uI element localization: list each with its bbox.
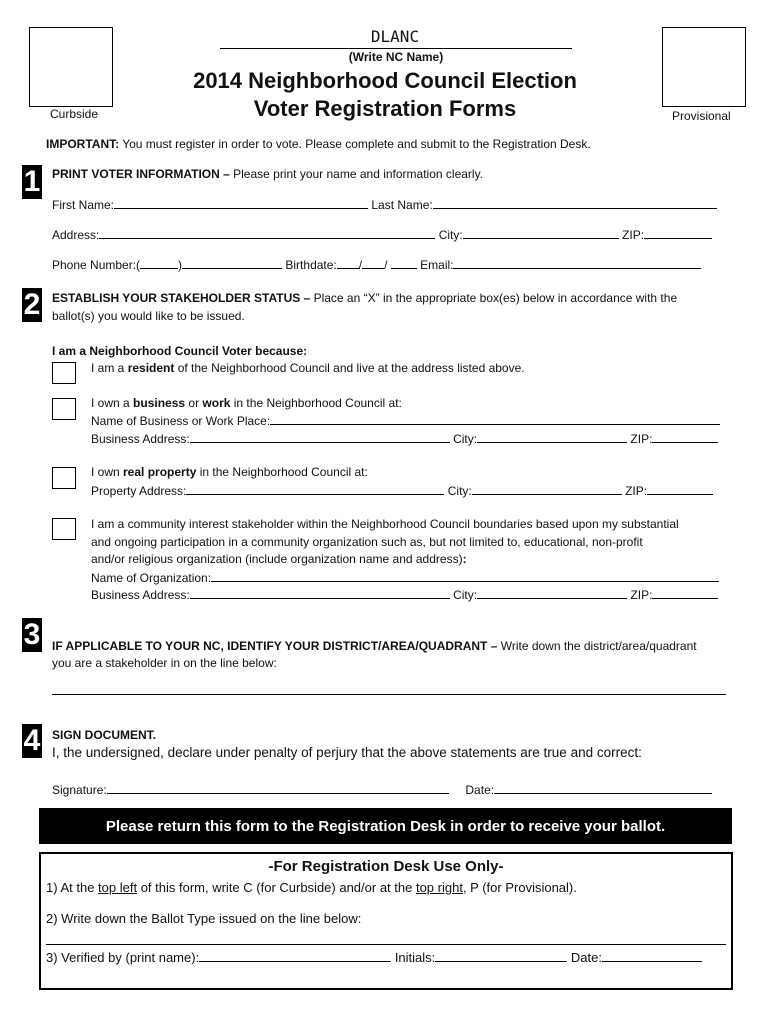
section4-heading: SIGN DOCUMENT. [52,728,157,742]
section3-subheading: you are a stakeholder in on the line below: [52,656,277,670]
section-number-2: 2 [23,288,41,321]
property-checkbox[interactable] [52,467,76,489]
return-notice-bar: Please return this form to the Registration Desk in order to receive your ballot. [39,808,732,844]
business-checkbox[interactable] [52,398,76,420]
phone-field[interactable]: Phone Number:( ) Birthdate: / / Email: [52,257,701,272]
community-checkbox[interactable] [52,518,76,540]
first-name-field[interactable]: First Name: Last Name: [52,197,717,212]
ballot-type-line[interactable] [46,944,726,945]
section1-heading: PRINT VOTER INFORMATION – Please print your name and information clearly. [52,167,484,181]
provisional-box[interactable] [662,27,746,107]
registration-desk-box [39,852,733,990]
community-option-line3: and/or religious organization (include organization name and address): [91,552,467,566]
desk-title: -For Registration Desk Use Only- [268,858,504,875]
signature-field[interactable]: Signature: Date: [52,782,712,797]
business-name-field[interactable]: Name of Business or Work Place: [91,413,720,428]
curbside-label: Curbside [50,107,99,121]
community-option-line1: I am a community interest stakeholder within the Neighborhood Council boundaries based upon my substantial [91,517,679,531]
important-notice: IMPORTANT: You must register in order to vote. Please complete and submit to the Registration Desk. [46,137,591,151]
desk-item-1: 1) At the top left of this form, write C (for Curbside) and/or at the top right, P (for Provisional). [46,880,577,895]
section2-subheading: ballot(s) you would like to be issued. [52,309,245,323]
organization-address-field[interactable]: Business Address: City: ZIP: [91,587,718,602]
form-title-line2: Voter Registration Forms [253,96,517,121]
property-address-field[interactable]: Property Address: City: ZIP: [91,483,713,498]
section-number-1: 1 [23,165,41,198]
community-option-line2: and ongoing participation in a community organization such as, but not limited to, educational, non-profit [91,535,643,549]
organization-name-field[interactable]: Name of Organization: [91,570,719,585]
section2-heading: ESTABLISH YOUR STAKEHOLDER STATUS – Place an “X” in the appropriate box(es) below in accordance with the [52,291,678,305]
resident-checkbox[interactable] [52,362,76,384]
district-field-line[interactable] [52,694,726,695]
desk-item-3[interactable]: 3) Verified by (print name): Initials: Date: [46,949,702,965]
address-field[interactable]: Address: City: ZIP: [52,227,712,242]
declaration-text: I, the undersigned, declare under penalty of perjury that the above statements are true and correct: [52,745,642,760]
form-title-line1: 2014 Neighborhood Council Election [193,68,577,93]
nc-name-value[interactable]: DLANC [370,27,420,46]
section-number-3: 3 [23,618,41,651]
curbside-box[interactable] [29,27,113,107]
resident-option: I am a resident of the Neighborhood Council and live at the address listed above. [91,361,525,375]
business-address-field[interactable]: Business Address: City: ZIP: [91,431,718,446]
business-option: I own a business or work in the Neighborhood Council at: [91,396,402,410]
section-number-4: 4 [23,724,41,757]
property-option: I own real property in the Neighborhood Council at: [91,465,368,479]
nc-name-line [220,48,572,49]
desk-item-2: 2) Write down the Ballot Type issued on the line below: [46,911,362,926]
provisional-label: Provisional [672,109,731,123]
nc-name-caption: (Write NC Name) [348,50,444,64]
section3-heading: IF APPLICABLE TO YOUR NC, IDENTIFY YOUR DISTRICT/AREA/QUADRANT – Write down the district/area/quadrant [52,639,697,653]
voter-because-heading: I am a Neighborhood Council Voter because: [52,344,308,358]
